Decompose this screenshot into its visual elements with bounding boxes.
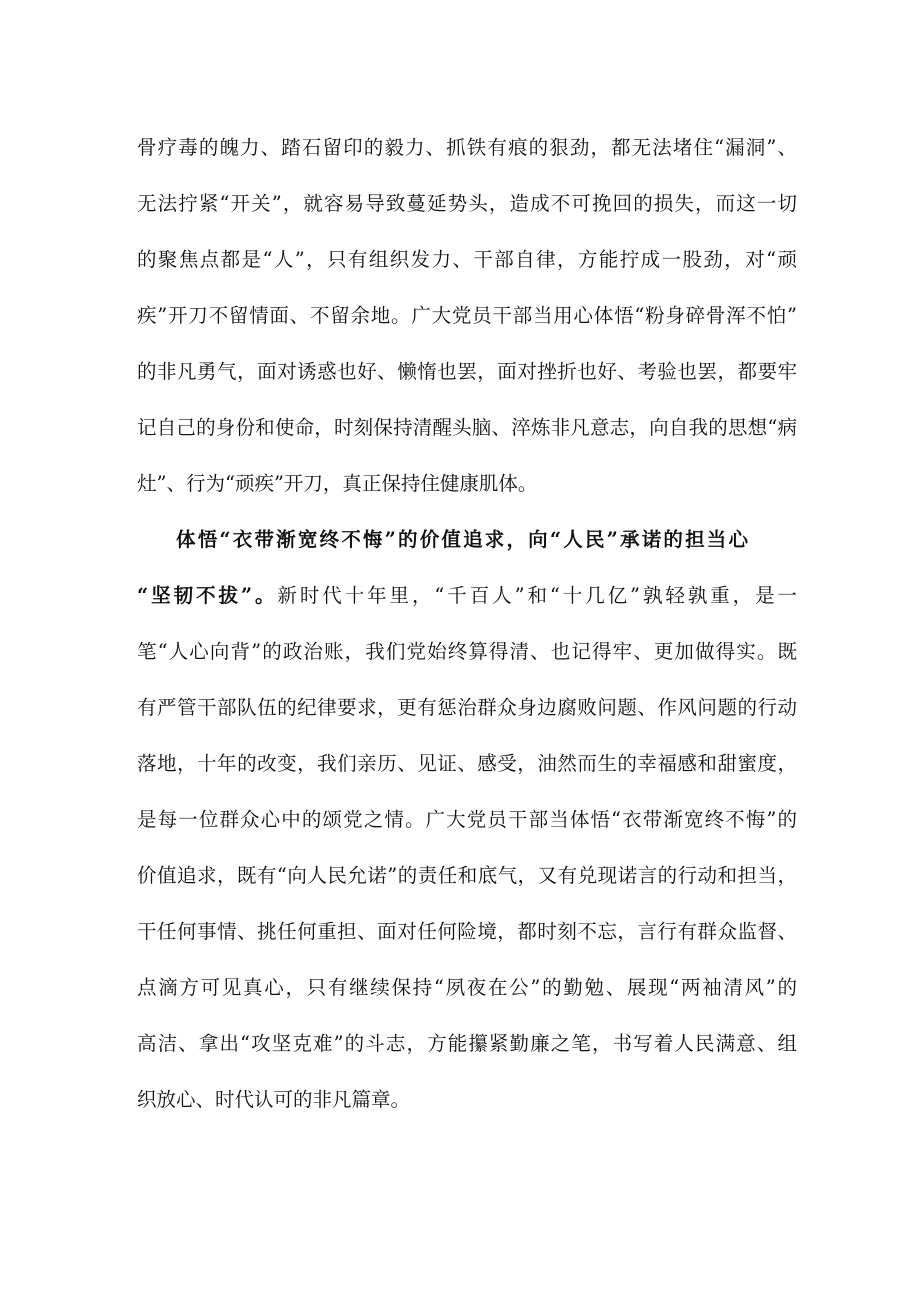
paragraph-2-heading-line-2: “坚韧不拔”。	[137, 584, 278, 607]
paragraph-2-line-2-text: 新时代十年里，“千百人”和“十几亿”孰轻孰重，是一	[277, 584, 797, 607]
paragraph-1-line-1: 骨疗毒的魄力、踏石留印的毅力、抓铁有痕的狠劲，都无法堵住“漏洞”、	[137, 136, 797, 159]
paragraph-2-heading-line-1: 体悟“衣带渐宽终不悔”的价值追求，向“人民”承诺的担当心	[176, 528, 748, 551]
paragraph-2-line-3: 笔“人心向背”的政治账，我们党始终算得清、也记得牢、更加做得实。既	[137, 640, 797, 663]
paragraph-2-line-7: 价值追求，既有“向人民允诺”的责任和底气，又有兑现诺言的行动和担当，	[137, 864, 797, 887]
paragraph-1-line-3: 的聚焦点都是“人”，只有组织发力、干部自律，方能拧成一股劲，对“顽	[137, 248, 797, 271]
paragraph-1-line-5: 的非凡勇气，面对诱惑也好、懒惰也罢，面对挫折也好、考验也罢，都要牢	[137, 360, 797, 383]
paragraph-2-line-10: 高洁、拿出“攻坚克难”的斗志，方能攥紧勤廉之笔，书写着人民满意、组	[137, 1032, 797, 1055]
paragraph-1-line-7: 灶”、行为“顽疾”开刀，真正保持住健康肌体。	[137, 472, 538, 495]
paragraph-2-line-4: 有严管干部队伍的纪律要求，更有惩治群众身边腐败问题、作风问题的行动	[137, 696, 797, 719]
paragraph-2-line-8: 干任何事情、挑任何重担、面对任何险境，都时刻不忘，言行有群众监督、	[137, 920, 797, 943]
paragraph-2-line-9: 点滴方可见真心，只有继续保持“夙夜在公”的勤勉、展现“两袖清风”的	[137, 976, 797, 999]
paragraph-1-line-6: 记自己的身份和使命，时刻保持清醒头脑、淬炼非凡意志，向自我的思想“病	[137, 416, 797, 439]
paragraph-2-line-6: 是每一位群众心中的颂党之情。广大党员干部当体悟“衣带渐宽终不悔”的	[137, 808, 797, 831]
paragraph-1-line-4: 疾”开刀不留情面、不留余地。广大党员干部当用心体悟“粉身碎骨浑不怕”	[137, 304, 797, 327]
paragraph-1-line-2: 无法拧紧“开关”，就容易导致蔓延势头，造成不可挽回的损失，而这一切	[137, 192, 797, 215]
paragraph-2-line-2	[137, 582, 797, 610]
paragraph-2-line-11: 织放心、时代认可的非凡篇章。	[137, 1088, 411, 1111]
paragraph-2-line-5: 落地，十年的改变，我们亲历、见证、感受，油然而生的幸福感和甜蜜度，	[137, 752, 797, 775]
